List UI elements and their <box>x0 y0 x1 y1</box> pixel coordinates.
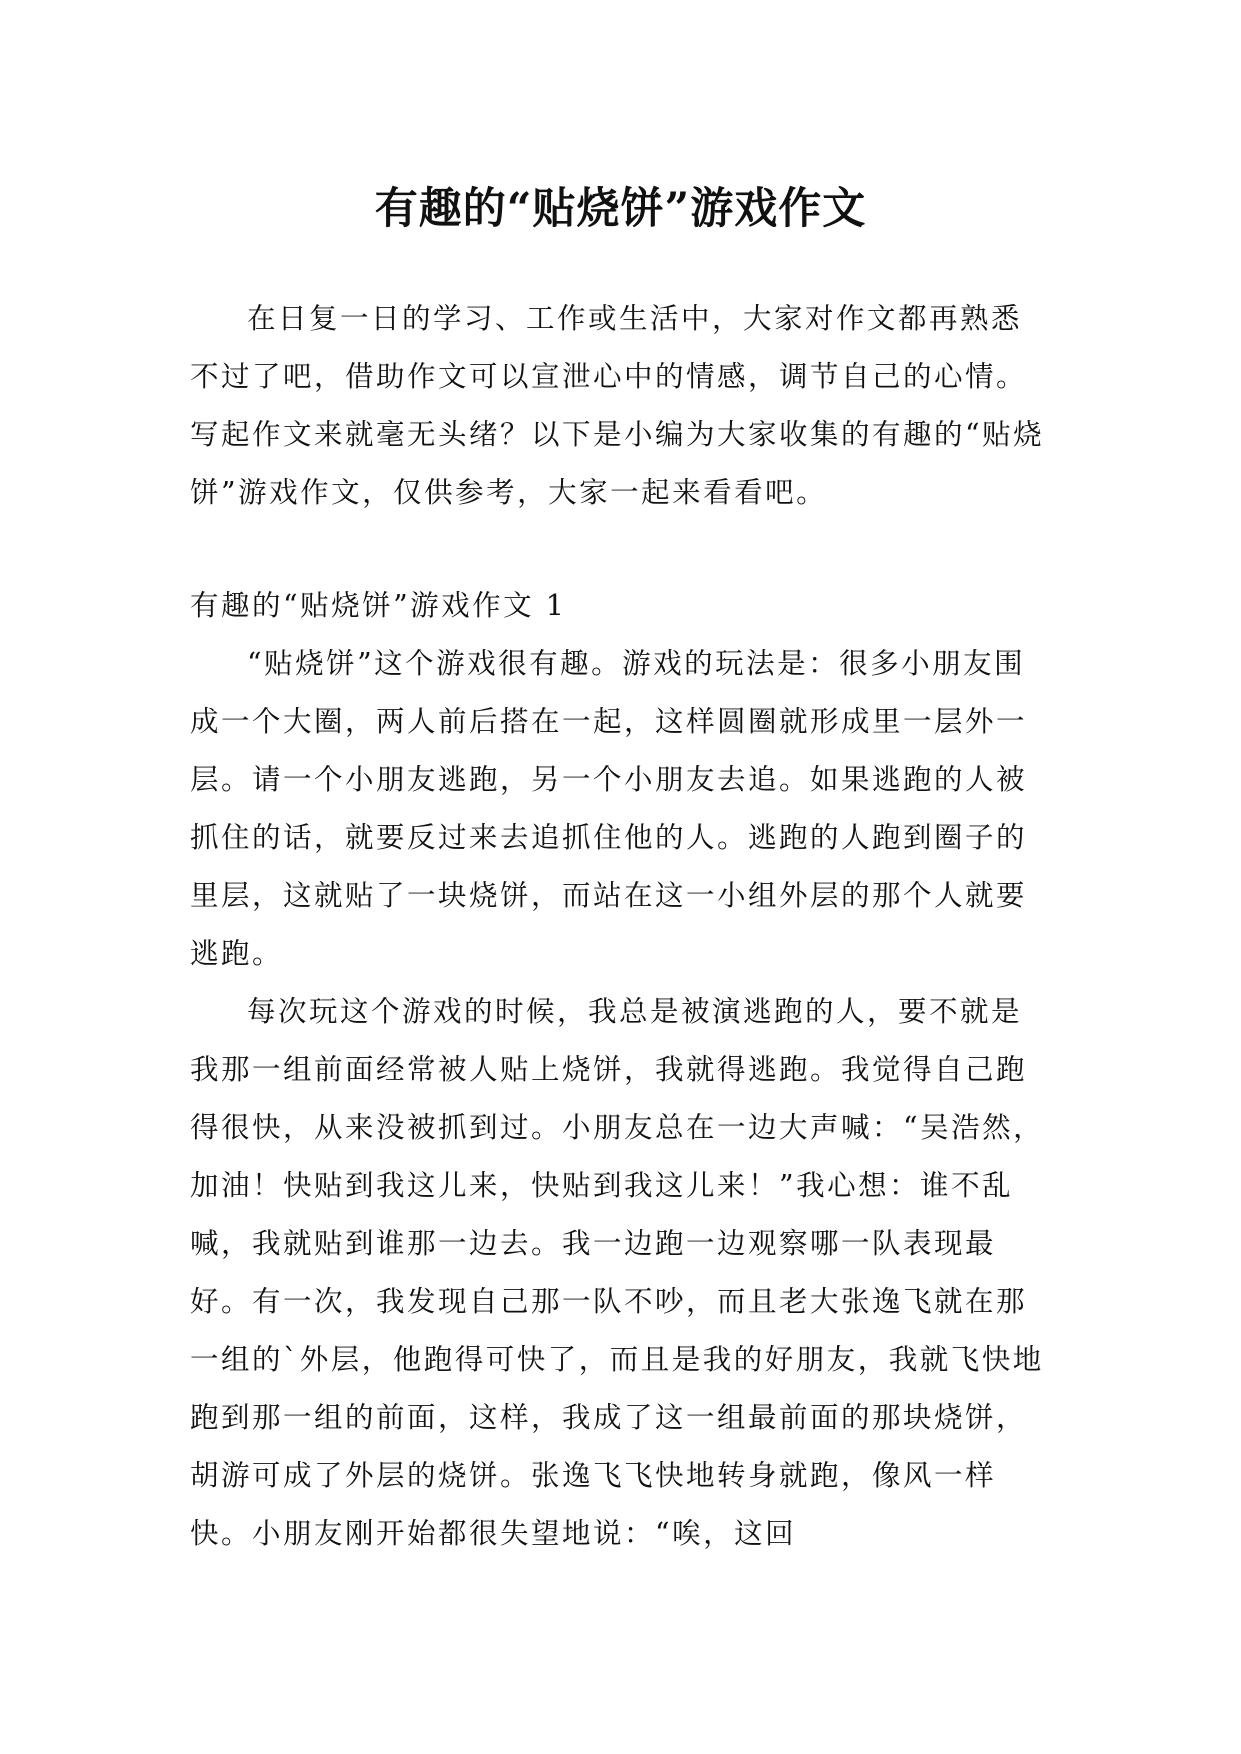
essay-body <box>190 635 1052 1563</box>
page-title: 有趣的“贴烧饼”游戏作文 <box>374 183 867 234</box>
essay-paragraph-1: “贴烧饼”这个游戏很有趣。游戏的玩法是：很多小朋友围成一个大圈，两人前后搭在一起，这样圆圈就形成里一层外一层。请一个小朋友逃跑，另一个小朋友去追。如果逃跑的人被抓住的话，就要反过来去追抓住他的人。逃跑的人跑到圈子的里层，这就贴了一块烧饼，而站在这一小组外层的那个人就要逃跑。 <box>190 647 1028 970</box>
section-heading: 有趣的“贴烧饼”游戏作文 1 <box>190 589 567 622</box>
essay-paragraph-2: 每次玩这个游戏的时候，我总是被演逃跑的人，要不就是我那一组前面经常被人贴上烧饼，我就得逃跑。我觉得自己跑得很快，从来没被抓到过。小朋友总在一边大声喊：“吴浩然，加油！快贴到我这儿来，快贴到我这儿来！”我心想：谁不乱喊，我就贴到谁那一边去。我一边跑一边观察哪一队表现最好。有一次，我发现自己那一队不吵，而且老大张逸飞就在那一组的`外层，他跑得可快了，而且是我的好朋友，我就飞快地跑到那一组的前面，这样，我成了这一组最前面的那块烧饼，胡游可成了外层的烧饼。张逸飞飞快地转身就跑，像风一样快。小朋友刚开始都很失望地说：“唉，这回 <box>190 995 1045 1550</box>
intro-paragraph: 在日复一日的学习、工作或生活中，大家对作文都再熟悉不过了吧，借助作文可以宣泄心中的情感，调节自己的心情。写起作文来就毫无头绪？以下是小编为大家收集的有趣的“贴烧饼”游戏作文，仅供参考，大家一起来看看吧。 <box>190 302 1045 509</box>
intro-section <box>190 290 1052 522</box>
